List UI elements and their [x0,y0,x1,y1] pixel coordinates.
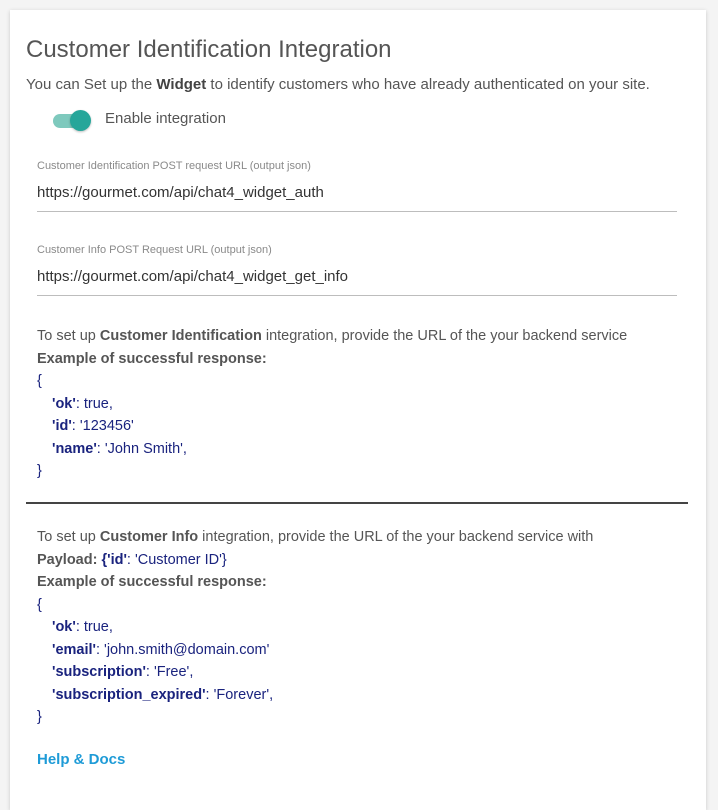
code-value: 'Free', [153,664,194,680]
info-example-label-text: Example of successful response: [37,574,267,590]
payload-open: { [101,551,108,568]
code-close-brace: } [37,709,42,725]
info-intro-suffix: integration, provide the URL of the your backend service with [198,529,594,545]
info-instructions [37,526,593,729]
info-intro [37,526,593,549]
payload-label: Payload: [37,551,102,568]
code-close-brace: } [37,463,42,479]
code-line [37,616,593,639]
code-open-brace: { [37,373,42,389]
identification-intro-bold: Customer Identification [99,328,262,344]
code-value: 'Forever', [213,686,274,703]
identification-url-input[interactable] [37,180,677,212]
identification-intro [37,325,627,348]
info-url-label: Customer Info POST Request URL (output json) [37,244,272,256]
code-key: 'subscription_expired' [52,686,206,703]
code-sep: : [75,619,84,635]
page-title: Customer Identification Integration [26,36,392,63]
identification-code-block [37,370,627,483]
code-line [37,639,593,662]
info-url-field [37,244,677,296]
section-divider [26,502,688,504]
identification-intro-suffix: integration, provide the URL of the your backend service [261,328,628,344]
code-open-brace: { [37,596,42,613]
code-value: '123456' [79,418,134,434]
toggle-knob [70,110,91,131]
code-key: 'name' [52,440,97,457]
code-line [37,438,627,461]
code-line [37,684,593,707]
code-sep: : [96,440,105,457]
code-value: 'john.smith@domain.com' [104,641,270,658]
code-line [37,661,593,684]
code-sep: : [75,395,84,412]
info-example-label [37,571,593,594]
subtitle-bold: Widget [156,76,207,93]
info-code-block [37,594,593,729]
identification-example-label-text: Example of successful response: [37,350,267,367]
identification-example-label [37,348,627,371]
code-value: true, [83,395,113,412]
code-key: 'ok' [52,619,76,635]
code-sep: : [205,686,214,703]
code-sep: : [71,418,80,434]
subtitle-prefix: You can Set up the [26,76,157,93]
payload-key: 'id' [107,551,127,568]
code-value: true, [83,619,113,635]
subtitle-suffix: to identify customers who have already authenticated on your site. [206,76,650,93]
code-value: 'John Smith', [104,440,187,457]
identification-instructions [37,325,627,483]
payload-sep: : [126,551,135,568]
code-key: 'subscription' [52,664,146,680]
toggle-label: Enable integration [105,110,226,127]
identification-url-field [37,160,677,212]
info-intro-bold: Customer Info [99,529,199,545]
identification-intro-prefix: To set up [37,328,100,344]
code-sep: : [145,664,154,680]
payload-value: 'Customer ID'} [134,551,227,568]
info-intro-prefix: To set up [37,529,100,545]
info-payload [37,549,593,572]
code-sep: : [95,641,105,658]
code-key: 'ok' [52,395,76,412]
help-docs-link[interactable]: Help & Docs [37,751,126,768]
code-key: 'email' [52,641,96,658]
identification-url-label: Customer Identification POST request URL (output json) [37,160,311,172]
code-line [37,393,627,416]
page-subtitle [26,76,650,93]
integration-card [10,10,706,810]
info-url-input[interactable] [37,264,677,296]
enable-integration-toggle[interactable] [53,110,91,132]
code-key: 'id' [52,418,72,434]
code-line [37,415,627,438]
